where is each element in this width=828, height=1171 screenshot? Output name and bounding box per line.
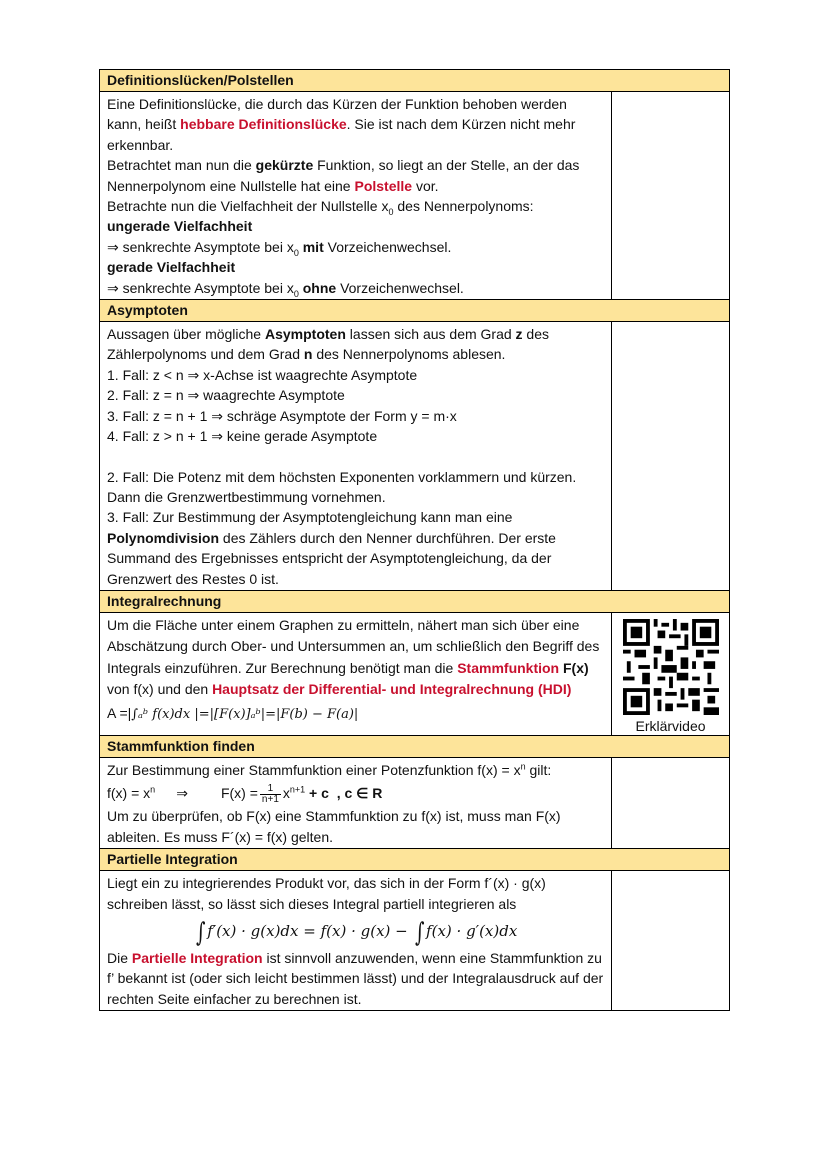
section-header <box>100 590 730 612</box>
section-row <box>100 92 730 300</box>
paragraph <box>107 507 604 589</box>
bold-term: gekürzte <box>255 157 314 174</box>
bold-term: Asymptoten <box>265 326 346 343</box>
text: Eine Definitionslücke, die durch das Kürzen der Funktion behoben werden kann, heißt <box>107 96 567 133</box>
text: ⇒ senkrechte Asymptote bei x <box>107 238 294 255</box>
bold-term: Polynomdivision <box>107 529 220 546</box>
summary-table <box>99 69 730 1011</box>
superscript: n+1 <box>289 784 306 795</box>
section-title: Stammfunktion finden <box>100 735 730 757</box>
section-row <box>100 612 730 735</box>
highlight-term: hebbare Definitionslücke <box>180 116 347 133</box>
bold-term: z <box>515 326 523 343</box>
text: vor. <box>412 177 439 194</box>
text: des Zählerpolynoms und dem Grad <box>107 326 550 363</box>
subscript: 0 <box>293 288 299 299</box>
text: Die <box>107 949 132 966</box>
text: ⇒ senkrechte Asymptote bei x <box>107 279 294 296</box>
fraction-numerator: 1 <box>260 784 281 795</box>
paragraph: 2. Fall: Die Potenz mit dem höchsten Exponenten vorklammern und kürzen. Dann die Grenzwertbestimmung vornehmen. <box>107 468 577 505</box>
implies-arrow: ⇒ <box>176 785 188 802</box>
bold-term: ohne <box>298 279 337 296</box>
text: F(x) = <box>220 785 258 802</box>
highlight-term: Stammfunktion <box>457 659 560 676</box>
qr-label: Erklärvideo <box>635 717 706 734</box>
odd-multiplicity-rule <box>107 237 604 257</box>
bold-term: , c ∈ R <box>328 785 383 802</box>
odd-multiplicity-label: ungerade Vielfachheit <box>107 218 253 235</box>
paragraph <box>107 196 604 216</box>
highlight-term: Hauptsatz der Differential- und Integralrechnung (HDI) <box>212 681 572 698</box>
section-body <box>100 322 612 591</box>
subscript: 0 <box>293 247 299 258</box>
side-cell <box>612 322 730 591</box>
text: Vorzeichenwechsel. <box>323 238 452 255</box>
text: x <box>282 785 290 802</box>
text: Betrachtet man nun die <box>107 157 256 174</box>
highlight-term: Polstelle <box>354 177 413 194</box>
even-multiplicity-label: gerade Vielfachheit <box>107 259 236 276</box>
section-title: Partielle Integration <box>100 849 730 871</box>
text: des Zählers durch den Nenner durchführen. Der erste Summand des Ergebnisses entspricht der Asymptotengleichung, da der Grenzwert des Restes 0 ist. <box>107 529 556 587</box>
text: 3. Fall: Zur Bestimmung der Asymptotengleichung kann man eine <box>107 509 513 526</box>
paragraph <box>107 155 604 196</box>
superscript: n <box>150 784 156 795</box>
paragraph: Liegt ein zu integrierendes Produkt vor, das sich in der Form f´(x) · g(x) schreiben lässt, so lässt sich dieses Integral partiell integrieren als <box>107 875 546 912</box>
integration-by-parts-formula <box>107 916 604 948</box>
bold-term: + c <box>305 785 329 802</box>
spacer <box>107 447 604 467</box>
side-cell <box>612 92 730 300</box>
integral-formula: ∫ₐᵇ f(x)dx |=|[F(x)]ₐᵇ|=|F(b) − F(a)| <box>131 706 359 722</box>
section-row <box>100 871 730 1011</box>
qr-cell <box>612 612 730 735</box>
section-body <box>100 92 612 300</box>
section-body <box>100 871 612 1011</box>
even-multiplicity-rule <box>107 278 604 298</box>
text: Zur Bestimmung einer Stammfunktion einer Potenzfunktion f(x) = x <box>107 761 521 778</box>
text: Vorzeichenwechsel. <box>336 279 464 296</box>
text: f(x) = x <box>107 785 151 802</box>
text: Betrachte nun die Vielfachheit der Nullstelle x <box>107 198 389 215</box>
case-item: 1. Fall: z < n ⇒ x-Achse ist waagrechte Asymptote <box>107 366 418 383</box>
bold-term: F(x) <box>559 659 589 676</box>
section-body <box>100 757 612 848</box>
section-header <box>100 70 730 92</box>
text: Aussagen über mögliche <box>107 326 265 343</box>
section-title: Asymptoten <box>100 300 730 322</box>
case-item: 3. Fall: z = n + 1 ⇒ schräge Asymptote der Form y = m·x <box>107 407 457 424</box>
text: lassen sich aus dem Grad <box>345 326 516 343</box>
text: gilt: <box>525 761 552 778</box>
paragraph <box>107 760 604 780</box>
section-body <box>100 612 612 735</box>
section-title: Integralrechnung <box>100 590 730 612</box>
text: Funktion, so liegt an der Stelle, an der das Nennerpolynom eine Nullstelle hat eine <box>107 157 580 194</box>
formula-right: f(x) · g′(x)dx <box>426 921 518 940</box>
integral-icon: ∫ <box>195 917 206 948</box>
bold-term: n <box>303 346 313 363</box>
section-row <box>100 322 730 591</box>
section-title: Definitionslücken/Polstellen <box>100 70 730 92</box>
section-row <box>100 757 730 848</box>
highlight-term: Partielle Integration <box>131 949 263 966</box>
side-cell <box>612 871 730 1011</box>
paragraph <box>107 948 604 1009</box>
antiderivative-formula <box>107 780 604 806</box>
text: des Nennerpolynoms: <box>393 198 534 215</box>
fraction <box>260 784 281 805</box>
area-formula <box>107 703 604 726</box>
subscript: 0 <box>388 206 394 217</box>
qr-code-icon[interactable] <box>623 619 719 715</box>
integral-icon: ∫ <box>414 917 425 948</box>
section-header <box>100 300 730 322</box>
text: des Nennerpolynoms ablesen. <box>312 346 506 363</box>
fraction-denominator: n+1 <box>261 794 279 806</box>
paragraph <box>107 324 604 365</box>
case-item: 2. Fall: z = n ⇒ waagrechte Asymptote <box>107 387 345 404</box>
text: ist sinnvoll anzuwenden, wenn eine Stammfunktion zu f’ bekannt ist (oder sich leicht bestimmen lässt) und der Integralausdruck auf der rechten Seite einfacher zu berechnen ist. <box>107 949 604 1007</box>
paragraph: Um zu überprüfen, ob F(x) eine Stammfunktion zu f(x) ist, muss man F(x) ableiten. Es muss F´(x) = f(x) gelten. <box>107 808 561 845</box>
bold-term: mit <box>298 238 324 255</box>
case-item: 4. Fall: z > n + 1 ⇒ keine gerade Asymptote <box>107 428 378 445</box>
section-header <box>100 735 730 757</box>
text: Um die Fläche unter einem Graphen zu ermitteln, nähert man sich über eine Abschätzung durch Ober- und Untersummen an, um schließlich den Begriff des Integrals einzuführen. Zur Berechnung benötigt man die <box>107 616 600 676</box>
formula-left: f′(x) · g(x)dx = f(x) · g(x) − <box>207 921 408 940</box>
text: A =| <box>107 704 132 721</box>
text: von f(x) und den <box>107 681 213 698</box>
paragraph <box>107 94 604 155</box>
section-header <box>100 849 730 871</box>
formula-sheet <box>99 69 729 1011</box>
superscript: n <box>520 761 526 772</box>
paragraph <box>107 615 604 701</box>
side-cell <box>612 757 730 848</box>
text: . Sie ist nach dem Kürzen nicht mehr erkennbar. <box>107 116 576 153</box>
